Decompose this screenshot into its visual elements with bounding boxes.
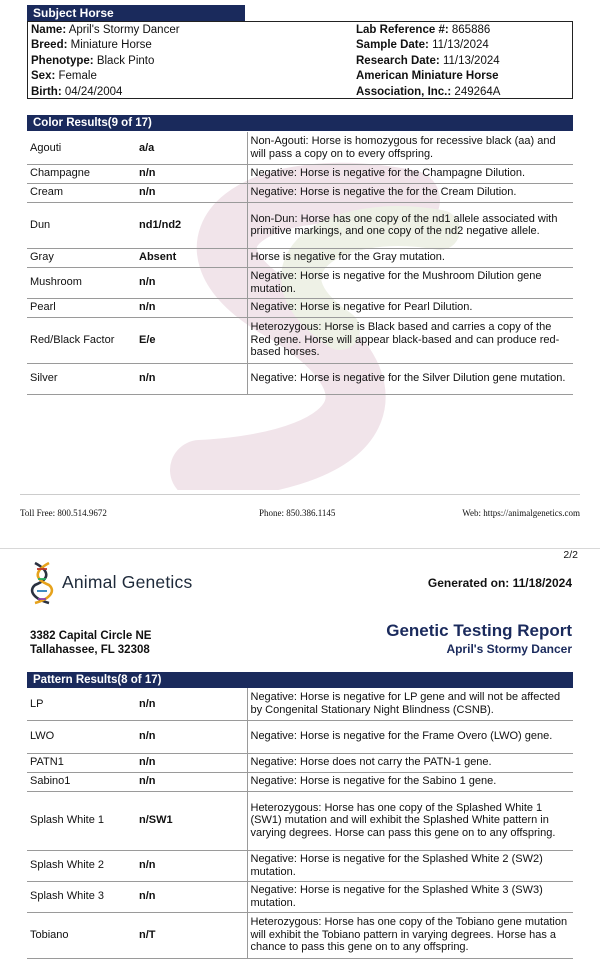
toll-free-number: Toll Free: 800.514.9672 [20, 508, 107, 518]
address-line-1: 3382 Capital Circle NE [30, 630, 152, 642]
report-page-2 [0, 548, 600, 973]
dna-logo-icon [30, 561, 54, 605]
table-row [27, 850, 573, 881]
website-link[interactable]: Web: https://animalgenetics.com [462, 508, 580, 518]
gene-result: nd1/nd2 [137, 202, 247, 248]
sample-date: Sample Date: 11/13/2024 [356, 39, 489, 52]
gene-description: Non-Dun: Horse has one copy of the nd1 allele associated with primitive markings, and one copy of the nd2 negative allele. [247, 202, 573, 248]
gene-name: Champagne [27, 164, 137, 183]
gene-description: Heterozygous: Horse has one copy of the Splashed White 1 (SW1) mutation and will exhibit the Splashed White pattern in varying degrees. Horse can pass this gene on to any offspring. [247, 791, 573, 850]
table-row [27, 132, 573, 164]
gene-name: Red/Black Factor [27, 317, 137, 363]
gene-result: n/T [137, 912, 247, 958]
subject-horse-header: Subject Horse [27, 5, 245, 21]
gene-name: LP [27, 688, 137, 720]
gene-name: Gray [27, 248, 137, 267]
address-line-2: Tallahassee, FL 32308 [30, 644, 150, 656]
gene-description: Heterozygous: Horse is Black based and carries a copy of the Red gene. Horse will appear black-based and can produce red-based horses. [247, 317, 573, 363]
gene-result: n/n [137, 363, 247, 394]
gene-result: n/n [137, 164, 247, 183]
gene-description: Negative: Horse does not carry the PATN-1 gene. [247, 753, 573, 772]
subject-breed: Breed: Miniature Horse [31, 39, 152, 52]
table-row [27, 720, 573, 753]
gene-result: Absent [137, 248, 247, 267]
table-row [27, 248, 573, 267]
page-number: 2/2 [563, 549, 578, 561]
gene-description: Negative: Horse is negative for LP gene and will not be affected by Congenital Stationary Night Blindness (CSNB). [247, 688, 573, 720]
color-results-header: Color Results(9 of 17) [27, 115, 573, 131]
gene-name: Splash White 1 [27, 791, 137, 850]
subject-left-column [31, 23, 341, 100]
subject-horse-box [27, 21, 573, 99]
gene-description: Negative: Horse is negative for the Mushroom Dilution gene mutation. [247, 267, 573, 298]
page-footer [20, 508, 580, 520]
gene-name: PATN1 [27, 753, 137, 772]
gene-name: LWO [27, 720, 137, 753]
gene-description: Horse is negative for the Gray mutation. [247, 248, 573, 267]
table-row [27, 267, 573, 298]
gene-description: Heterozygous: Horse has one copy of the Tobiano gene mutation will exhibit the Tobiano pattern in varying degrees. Horse has a chance to pass this gene on to any offspring. [247, 912, 573, 958]
table-row [27, 298, 573, 317]
gene-description: Negative: Horse is negative for the Silver Dilution gene mutation. [247, 363, 573, 394]
gene-result: n/n [137, 881, 247, 912]
table-row [27, 363, 573, 394]
gene-name: Dun [27, 202, 137, 248]
gene-name: Agouti [27, 132, 137, 164]
gene-result: E/e [137, 317, 247, 363]
gene-description: Negative: Horse is negative the for the Cream Dilution. [247, 183, 573, 202]
brand-name: Animal Genetics [62, 572, 193, 592]
table-row [27, 772, 573, 791]
gene-result: n/n [137, 267, 247, 298]
association-name: American Miniature Horse [356, 70, 499, 83]
gene-name: Silver [27, 363, 137, 394]
gene-result: n/n [137, 720, 247, 753]
table-row [27, 791, 573, 850]
subject-right-column [356, 23, 571, 100]
gene-name: Pearl [27, 298, 137, 317]
gene-description: Negative: Horse is negative for Pearl Dilution. [247, 298, 573, 317]
report-subtitle: April's Stormy Dancer [446, 642, 572, 656]
table-row [27, 912, 573, 958]
color-results-table [27, 132, 573, 395]
gene-result: n/n [137, 298, 247, 317]
gene-name: Cream [27, 183, 137, 202]
gene-description: Negative: Horse is negative for the Splashed White 2 (SW2) mutation. [247, 850, 573, 881]
subject-sex: Sex: Female [31, 70, 97, 83]
gene-name: Splash White 3 [27, 881, 137, 912]
gene-description: Negative: Horse is negative for the Champagne Dilution. [247, 164, 573, 183]
footer-divider [20, 494, 580, 495]
table-row [27, 753, 573, 772]
pattern-results-table [27, 688, 573, 959]
gene-result: n/SW1 [137, 791, 247, 850]
gene-name: Tobiano [27, 912, 137, 958]
gene-name: Sabino1 [27, 772, 137, 791]
gene-description: Negative: Horse is negative for the Sabino 1 gene. [247, 772, 573, 791]
table-row [27, 688, 573, 720]
gene-result: n/n [137, 772, 247, 791]
lab-address [30, 629, 151, 657]
subject-phenotype: Phenotype: Black Pinto [31, 54, 155, 67]
table-row [27, 202, 573, 248]
gene-result: n/n [137, 753, 247, 772]
table-row [27, 317, 573, 363]
research-date: Research Date: 11/13/2024 [356, 54, 500, 67]
table-row [27, 164, 573, 183]
table-row [27, 881, 573, 912]
subject-name: Name: April's Stormy Dancer [31, 24, 180, 36]
gene-description: Non-Agouti: Horse is homozygous for recessive black (aa) and will pass a copy on to every offspring. [247, 132, 573, 164]
gene-name: Mushroom [27, 267, 137, 298]
gene-description: Negative: Horse is negative for the Frame Overo (LWO) gene. [247, 720, 573, 753]
gene-result: n/n [137, 183, 247, 202]
phone-number: Phone: 850.386.1145 [259, 508, 336, 518]
lab-reference: Lab Reference #: 865886 [356, 24, 491, 36]
report-title: Genetic Testing Report [386, 621, 572, 640]
gene-description: Negative: Horse is negative for the Splashed White 3 (SW3) mutation. [247, 881, 573, 912]
subject-birth: Birth: 04/24/2004 [31, 85, 123, 98]
gene-result: n/n [137, 850, 247, 881]
gene-result: a/a [137, 132, 247, 164]
gene-name: Splash White 2 [27, 850, 137, 881]
association-number: Association, Inc.: 249264A [356, 85, 501, 98]
pattern-results-header: Pattern Results(8 of 17) [27, 672, 573, 688]
gene-result: n/n [137, 688, 247, 720]
generated-date: Generated on: 11/18/2024 [427, 576, 572, 590]
table-row [27, 183, 573, 202]
